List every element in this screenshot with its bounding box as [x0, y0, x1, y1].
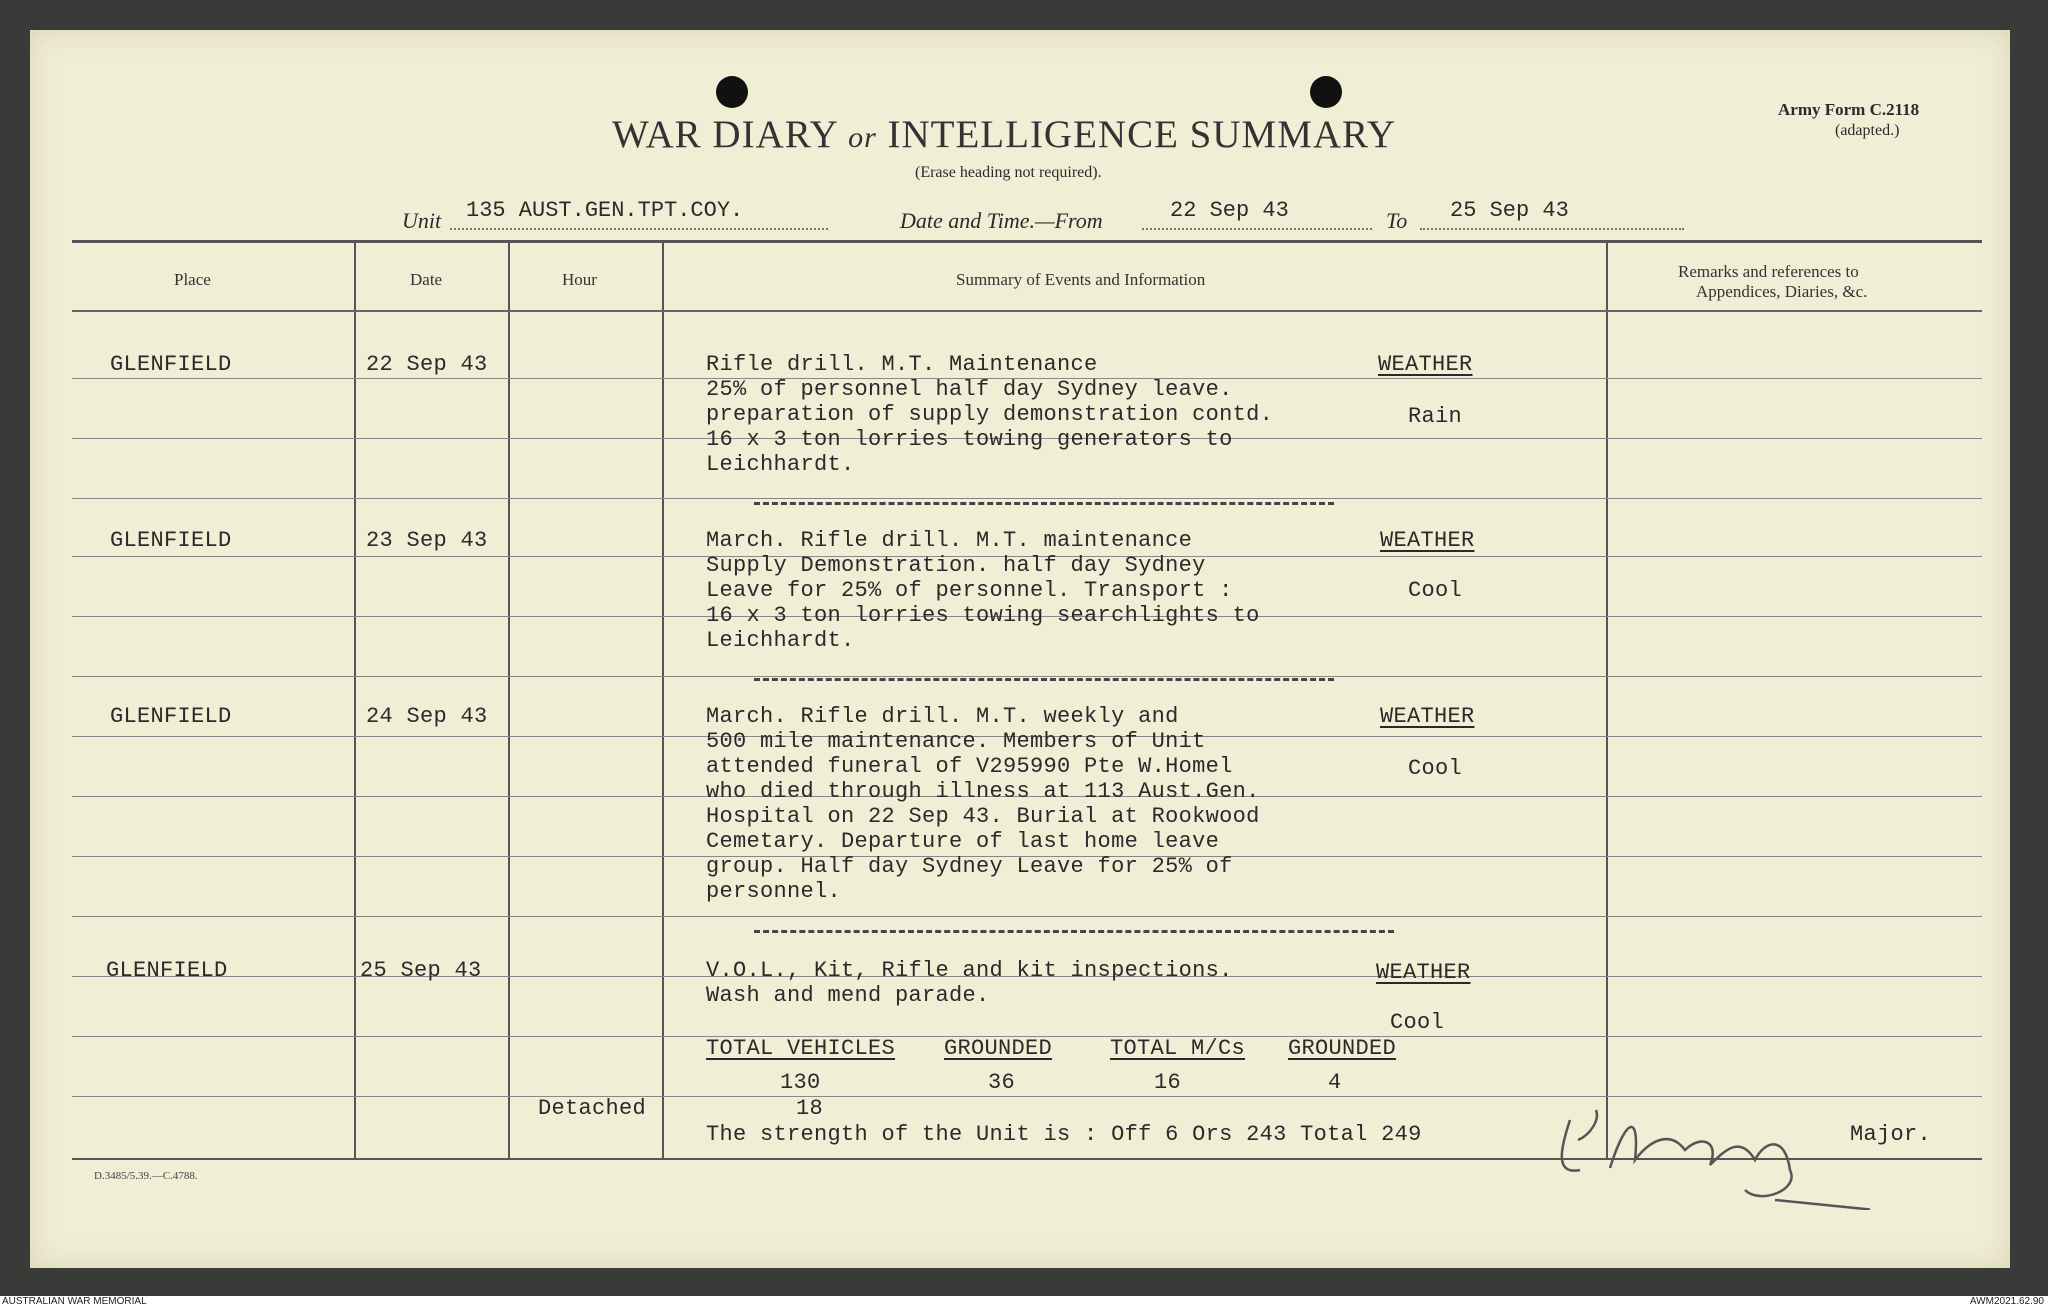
officer-signature [1550, 1080, 1870, 1210]
date-from-label: Date and Time.—From [900, 208, 1103, 233]
total-vehicles-value: 130 [780, 1070, 821, 1095]
entry-3-summary: March. Rifle drill. M.T. weekly and 500 mile maintenance. Members of Unit attended funeral of V295990 Pte W.Homel who died through illness at 113 Aust.Gen. Hospital on 22 Sep 43. Burial at Rookwood Cemetary. Departure of last home leave group. Half day Sydney Leave for 25% of personnel. [706, 704, 1260, 904]
archive-id: AWM2021.62.90 [1969, 1296, 2044, 1307]
form-print-code: D.3485/5.39.—C.4788. [94, 1170, 198, 1182]
entry-1-place: GLENFIELD [110, 352, 232, 377]
detached-value: 18 [796, 1096, 824, 1121]
entry-1-date: 22 Sep 43 [366, 352, 488, 377]
totals-header-grounded-2: GROUNDED [1288, 1036, 1397, 1061]
grounded-mcs-value: 4 [1328, 1070, 1342, 1095]
war-diary-sheet [30, 30, 2010, 1268]
column-header-summary: Summary of Events and Information [956, 270, 1206, 289]
entry-2-date: 23 Sep 43 [366, 528, 488, 553]
totals-header-vehicles: TOTAL VEHICLES [706, 1036, 896, 1061]
archive-name: AUSTRALIAN WAR MEMORIAL [2, 1296, 147, 1307]
entry-4-summary: V.O.L., Kit, Rifle and kit inspections. Wash and mend parade. [706, 958, 1233, 1008]
punch-hole-left [716, 76, 748, 108]
entry-4-date: 25 Sep 43 [360, 958, 482, 983]
entry-4-weather: Cool [1390, 1010, 1445, 1035]
form-subtitle: (Erase heading not required). [915, 164, 1102, 181]
date-to-value: 25 Sep 43 [1450, 198, 1569, 223]
column-header-place: Place [174, 270, 211, 289]
date-to-label: To [1386, 208, 1408, 233]
entry-1-weather: Rain [1408, 404, 1463, 429]
unit-label: Unit [402, 208, 442, 233]
entry-1-summary: Rifle drill. M.T. Maintenance 25% of personnel half day Sydney leave. preparation of supply demonstration contd. 16 x 3 ton lorries towing generators to Leichhardt. [706, 352, 1274, 477]
entry-3-place: GLENFIELD [110, 704, 232, 729]
entry-3-date: 24 Sep 43 [366, 704, 488, 729]
column-header-date: Date [410, 270, 443, 289]
totals-header-grounded-1: GROUNDED [944, 1036, 1053, 1061]
total-mcs-value: 16 [1154, 1070, 1182, 1095]
entry-2-place: GLENFIELD [110, 528, 232, 553]
totals-header-mcs: TOTAL M/Cs [1110, 1036, 1246, 1061]
column-header-remarks-2: Appendices, Diaries, &c. [1696, 282, 1868, 301]
entry-4-place: GLENFIELD [106, 958, 228, 983]
unit-value: 135 AUST.GEN.TPT.COY. [466, 198, 744, 223]
column-header-hour: Hour [562, 270, 597, 289]
entry-4-weather-label: WEATHER [1376, 960, 1471, 985]
date-from-value: 22 Sep 43 [1170, 198, 1289, 223]
army-form-adapted: (adapted.) [1835, 122, 1900, 139]
archive-footer [0, 1296, 2048, 1308]
entry-3-weather: Cool [1408, 756, 1463, 781]
punch-hole-right [1310, 76, 1342, 108]
entry-3-weather-label: WEATHER [1380, 704, 1475, 729]
entry-2-weather-label: WEATHER [1380, 528, 1475, 553]
detached-label: Detached [538, 1096, 647, 1121]
column-header-remarks: Remarks and references to [1678, 262, 1859, 281]
form-title: WAR DIARY or INTELLIGENCE SUMMARY [612, 113, 1397, 156]
entry-2-weather: Cool [1408, 578, 1463, 603]
unit-strength: The strength of the Unit is : Off 6 Ors 243 Total 249 [706, 1122, 1422, 1147]
entry-2-summary: March. Rifle drill. M.T. maintenance Supply Demonstration. half day Sydney Leave for 25% of personnel. Transport : 16 x 3 ton lorries towing searchlights to Leichhardt. [706, 528, 1260, 653]
officer-rank: Major. [1850, 1122, 1932, 1147]
entry-1-weather-label: WEATHER [1378, 352, 1473, 377]
grounded-vehicles-value: 36 [988, 1070, 1016, 1095]
army-form-number: Army Form C.2118 [1778, 100, 1920, 119]
